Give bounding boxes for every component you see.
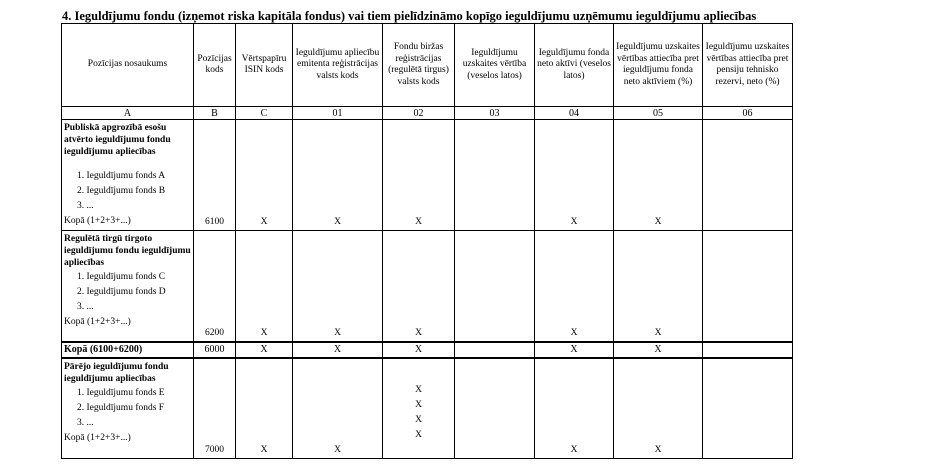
empty-cell: [455, 342, 535, 358]
fund-item: 2. Ieguldījumu fonds D: [77, 287, 166, 297]
not-applicable-mark: X: [614, 342, 703, 358]
group-other-funds: [62, 358, 793, 459]
fund-item: 2. Ieguldījumu fonds F: [77, 403, 165, 413]
not-applicable-mark: X: [260, 217, 268, 227]
not-applicable-mark: X: [236, 342, 293, 358]
empty-cell: [455, 120, 535, 231]
not-applicable-mark: X: [415, 430, 422, 440]
not-applicable-mark: X: [334, 217, 341, 227]
empty-cell: [703, 342, 793, 358]
col-header-book-value: Ieguldījumu uzskaites vērtība (veselos latos): [455, 24, 535, 107]
col-code: 04: [535, 107, 614, 120]
group-total-label: Kopā (1+2+3+...): [64, 216, 131, 226]
not-applicable-mark: X: [415, 328, 422, 338]
col-header-issuer-country: Ieguldījumu apliecību emitenta reģistrācijas valsts kods: [293, 24, 383, 107]
col-header-position-code: Pozīcijas kods: [194, 24, 236, 107]
col-code: C: [236, 107, 293, 120]
not-applicable-mark: X: [260, 445, 268, 455]
col-code: 06: [703, 107, 793, 120]
col-code: 01: [293, 107, 383, 120]
group-total-label: Kopā (1+2+3+...): [64, 433, 131, 443]
empty-cell: [455, 231, 535, 343]
fund-item: 3. ...: [77, 302, 94, 312]
fund-item: 3. ...: [77, 201, 94, 211]
not-applicable-mark: X: [570, 217, 578, 227]
fund-item: 3. ...: [77, 418, 94, 428]
group-total-label: Kopā (1+2+3+...): [64, 317, 131, 327]
empty-cell: [703, 231, 793, 343]
col-code: 03: [455, 107, 535, 120]
subtotal-label: Kopā (6100+6200): [62, 342, 194, 358]
fund-item: 1. Ieguldījumu fonds A: [77, 171, 166, 181]
header-row: [62, 24, 793, 107]
section-title: 4. Ieguldījumu fondu (izņemot riska kapitāla fondus) vai tiem pielīdzināmo kopīgo ieguldījumu uzņēmumu ieguldījumu apliecības: [62, 9, 757, 23]
subtotal-row: [62, 342, 793, 358]
col-code: 05: [614, 107, 703, 120]
col-header-position-name: Pozīcijas nosaukums: [62, 24, 194, 107]
not-applicable-mark: X: [415, 415, 422, 425]
not-applicable-mark: X: [260, 328, 268, 338]
group-public-funds: [62, 120, 793, 231]
not-applicable-mark: X: [570, 328, 578, 338]
group-label-cell: [62, 231, 194, 343]
not-applicable-mark: X: [293, 342, 383, 358]
not-applicable-mark: X: [654, 217, 662, 227]
col-code: B: [194, 107, 236, 120]
col-header-exchange-country: Fondu biržas reģistrācijas (regulētā tirgus) valsts kods: [383, 24, 455, 107]
position-code: 6000: [194, 342, 236, 358]
position-code: 7000: [205, 445, 224, 455]
not-applicable-mark: X: [570, 445, 578, 455]
not-applicable-mark: X: [415, 385, 422, 395]
group-heading: Publiskā apgrozībā esošu atvērto ieguldījumu fondu ieguldījumu apliecības: [64, 123, 171, 157]
column-code-row: [62, 107, 793, 120]
fund-item: 1. Ieguldījumu fonds C: [77, 272, 166, 282]
not-applicable-mark: X: [654, 328, 662, 338]
not-applicable-mark: X: [334, 445, 341, 455]
col-code: 02: [383, 107, 455, 120]
not-applicable-mark: X: [654, 445, 662, 455]
position-code: 6200: [205, 328, 224, 338]
group-heading: Pārējo ieguldījumu fondu ieguldījumu apliecības: [64, 362, 169, 384]
not-applicable-mark: X: [383, 342, 455, 358]
fund-item: 2. Ieguldījumu fonds B: [77, 186, 166, 196]
not-applicable-mark: X: [535, 342, 614, 358]
securities-table: [61, 23, 793, 459]
fund-item: 1. Ieguldījumu fonds E: [77, 388, 165, 398]
group-label-cell: [62, 358, 194, 459]
col-code: A: [62, 107, 194, 120]
position-code: 6100: [205, 217, 224, 227]
empty-cell: [455, 358, 535, 459]
col-header-ratio-net-assets: Ieguldījumu uzskaites vērtības attiecība pret ieguldījumu fonda neto aktīviem (%): [614, 24, 703, 107]
group-regulated-funds: [62, 231, 793, 343]
col-header-net-assets: Ieguldījumu fonda neto aktīvi (veselos latos): [535, 24, 614, 107]
not-applicable-mark: X: [415, 400, 422, 410]
empty-cell: [703, 120, 793, 231]
not-applicable-mark: X: [415, 217, 422, 227]
col-header-isin: Vērtspapīru ISIN kods: [236, 24, 293, 107]
not-applicable-mark: X: [334, 328, 341, 338]
group-label-cell: [62, 120, 194, 231]
group-heading: Regulētā tirgū tirgoto ieguldījumu fondu ieguldījumu apliecības: [64, 234, 191, 268]
col-header-ratio-pension: Ieguldījumu uzskaites vērtības attiecība pret pensiju tehnisko rezervi, neto (%): [703, 24, 793, 107]
empty-cell: [703, 358, 793, 459]
